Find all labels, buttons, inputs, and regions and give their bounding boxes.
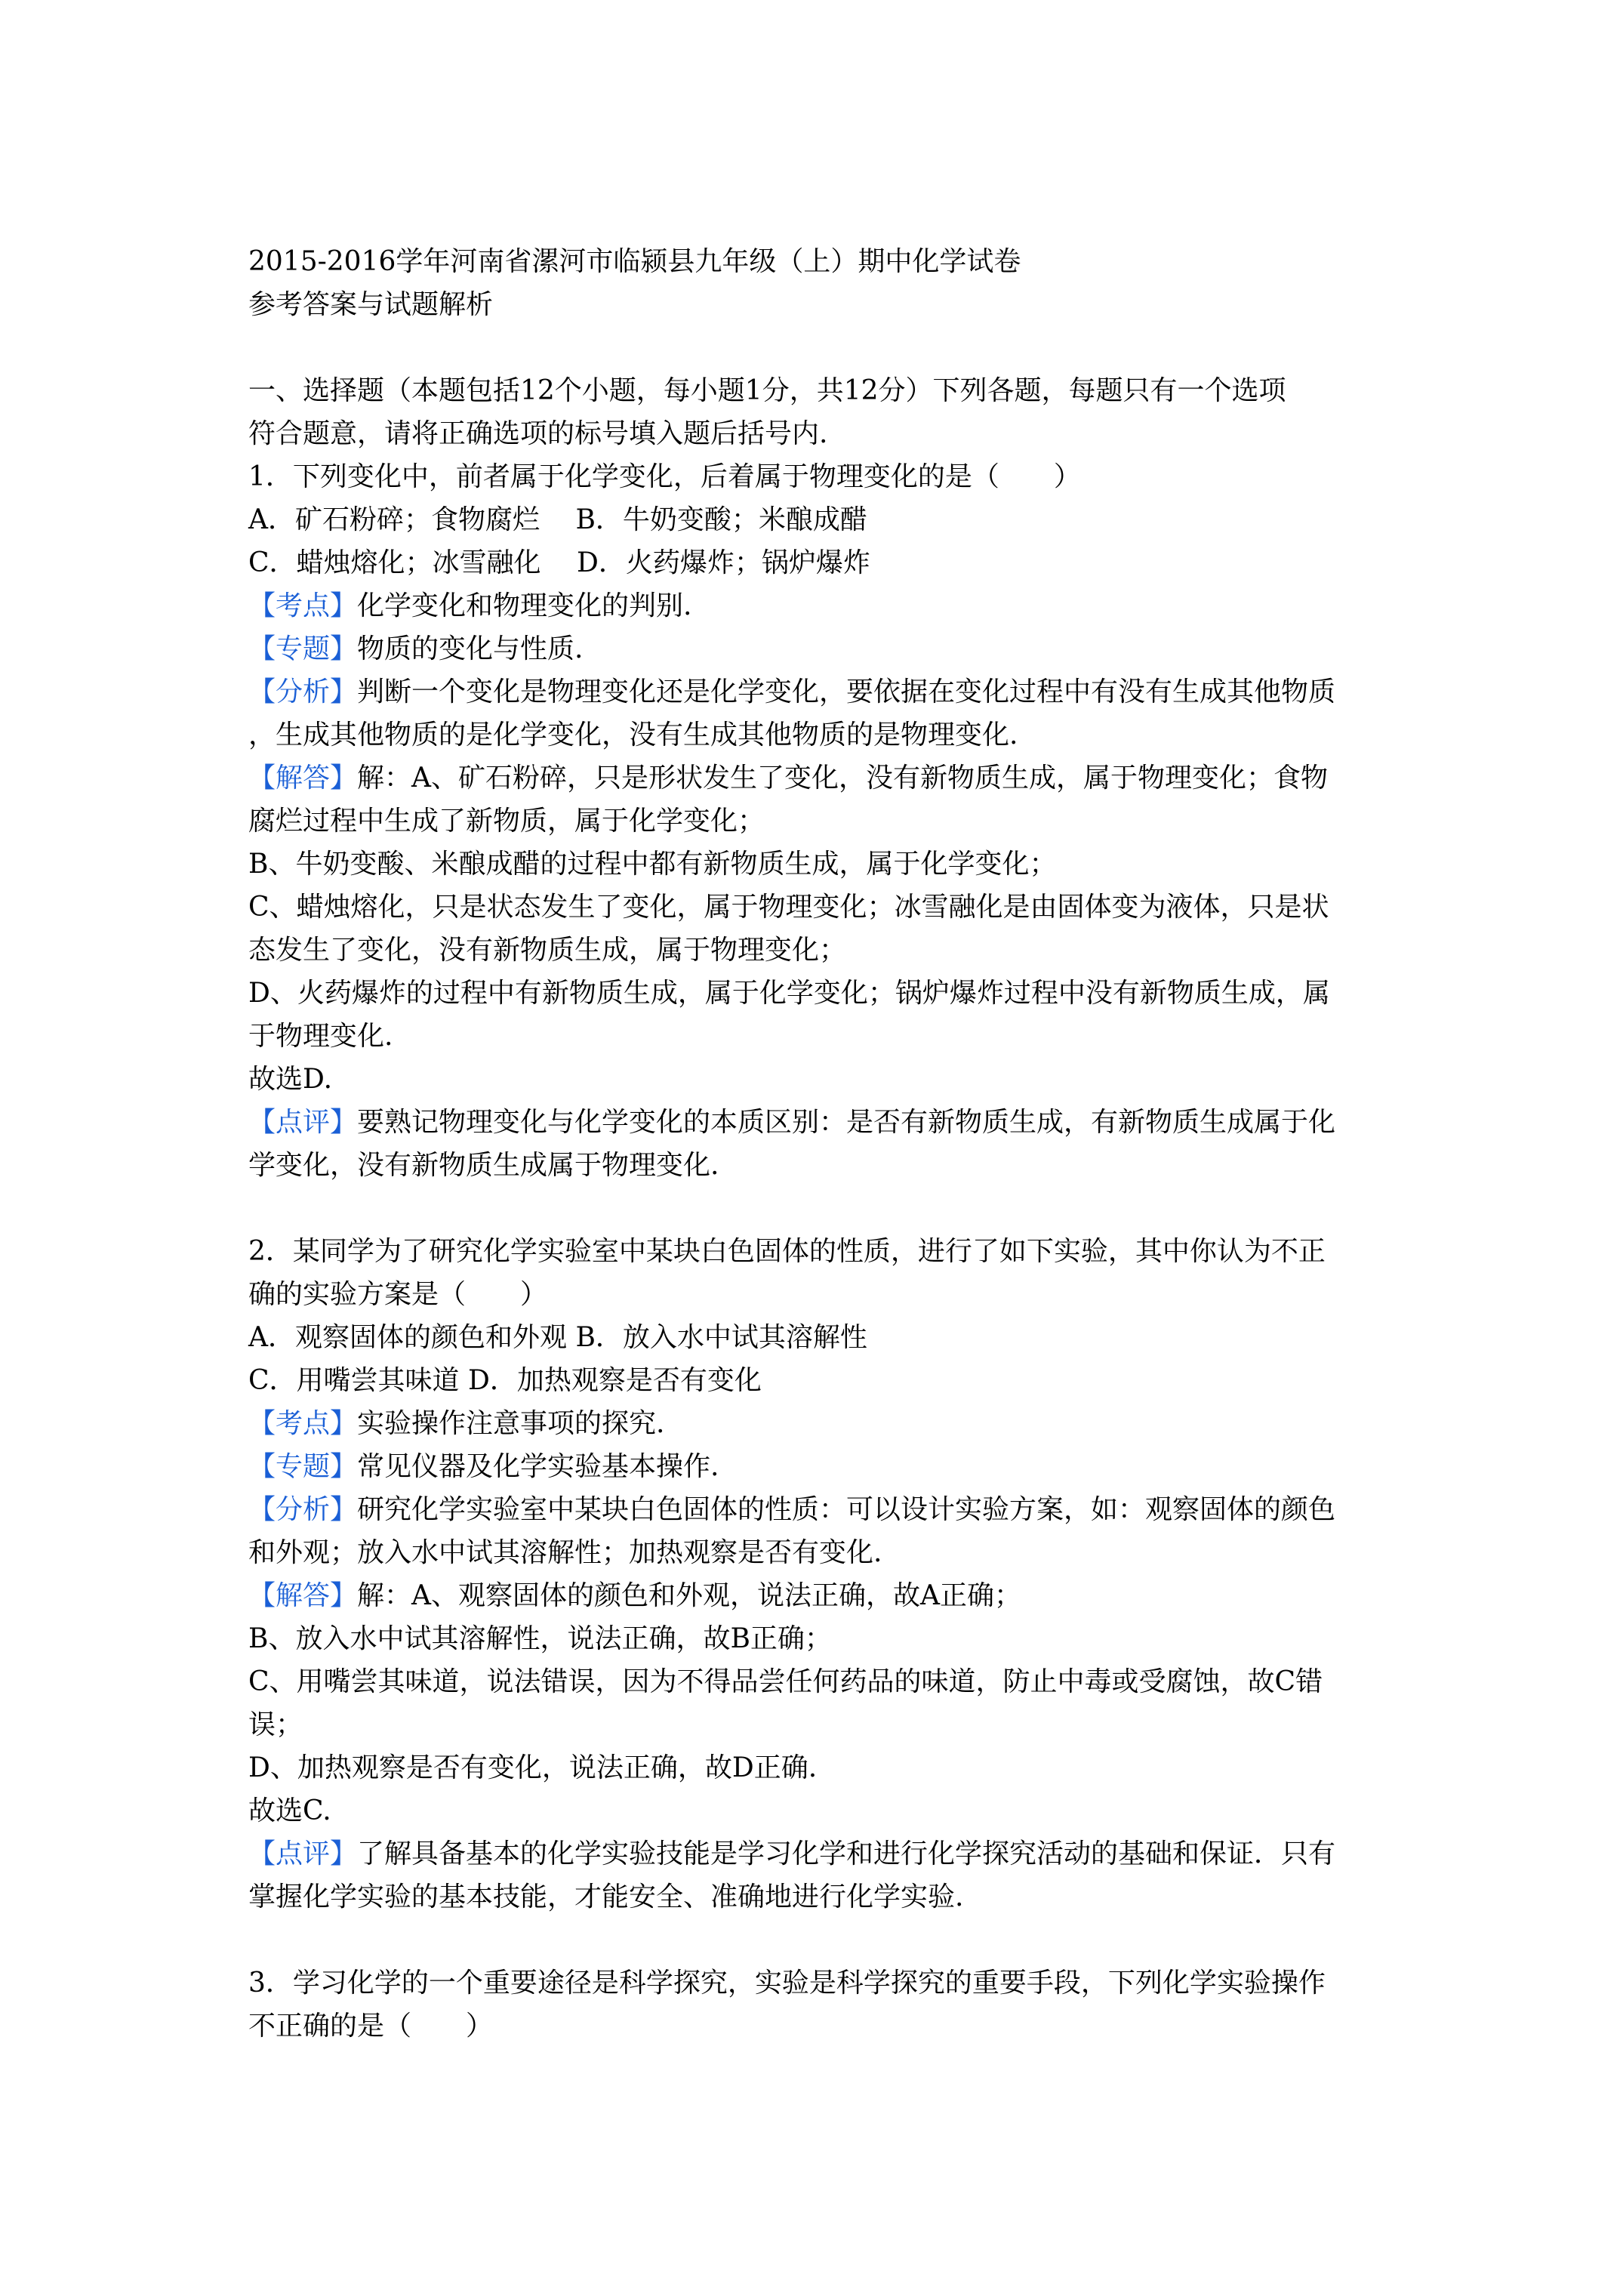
jieda-text-line: 故选D.: [248, 1064, 333, 1095]
option-line: A．观察固体的颜色和外观 B．放入水中试其溶解性: [248, 1322, 867, 1353]
dianping-row: [248, 1101, 1396, 1144]
fenxi-row: [248, 670, 1396, 713]
kaodian-text: 化学变化和物理变化的判别.: [357, 590, 692, 621]
jieda-text-line: 误；: [248, 1709, 303, 1740]
document-title: 2015-2016学年河南省漯河市临颍县九年级（上）期中化学试卷: [248, 246, 1021, 277]
dianping-text-line: 学变化，没有新物质生成属于物理变化.: [248, 1150, 719, 1181]
zhuanti-tag: 【专题】: [248, 633, 358, 664]
jieda-text-line: 于物理变化.: [248, 1021, 393, 1052]
jieda-tag: 【解答】: [248, 1580, 358, 1611]
jieda-text-line: B、放入水中试其溶解性，说法正确，故B正确；: [248, 1623, 832, 1654]
question-3: [248, 1962, 1396, 2048]
dianping-text: 要熟记物理变化与化学变化的本质区别：是否有新物质生成，有新物质生成属于化: [357, 1107, 1336, 1138]
jieda-text-line: B、牛奶变酸、米酿成醋的过程中都有新物质生成，属于化学变化；: [248, 849, 1057, 880]
jieda-text-line: 腐烂过程中生成了新物质，属于化学变化；: [248, 806, 765, 837]
option-line: C．蜡烛熔化；冰雪融化 D．火药爆炸；锅炉爆炸: [248, 547, 870, 578]
section-heading-line: 符合题意，请将正确选项的标号填入题后括号内.: [248, 418, 828, 449]
spacer: [248, 326, 1396, 369]
dianping-tag: 【点评】: [248, 1107, 358, 1138]
document-content: [248, 240, 1396, 2048]
kaodian-row: [248, 584, 1396, 627]
question-stem-line: 2．某同学为了研究化学实验室中某块白色固体的性质，进行了如下实验，其中你认为不正: [248, 1236, 1326, 1267]
zhuanti-row: [248, 1445, 1396, 1488]
dianping-row: [248, 1832, 1396, 1875]
section-heading-line: 一、选择题（本题包括12个小题，每小题1分，共12分）下列各题，每题只有一个选项: [248, 375, 1286, 406]
jieda-tag: 【解答】: [248, 763, 358, 794]
question-1: [248, 455, 1396, 1187]
fenxi-text-line: ，生成其他物质的是化学变化，没有生成其他物质的是物理变化.: [248, 720, 1018, 750]
jieda-row: [248, 1574, 1396, 1617]
jieda-text-line: 故选C.: [248, 1795, 331, 1826]
question-stem-line: 1．下列变化中，前者属于化学变化，后着属于物理变化的是（ ）: [248, 461, 1081, 492]
jieda-text-line: D、火药爆炸的过程中有新物质生成，属于化学变化；锅炉爆炸过程中没有新物质生成，属: [248, 978, 1330, 1009]
kaodian-row: [248, 1402, 1396, 1445]
jieda-row: [248, 757, 1396, 800]
zhuanti-text: 物质的变化与性质.: [357, 633, 584, 664]
option-line: C．用嘴尝其味道 D．加热观察是否有变化: [248, 1365, 762, 1396]
fenxi-text: 判断一个变化是物理变化还是化学变化，要依据在变化过程中有没有生成其他物质: [357, 676, 1336, 707]
zhuanti-row: [248, 627, 1396, 670]
kaodian-text: 实验操作注意事项的探究.: [357, 1408, 665, 1439]
dianping-tag: 【点评】: [248, 1838, 358, 1869]
jieda-text-line: C、用嘴尝其味道，说法错误，因为不得品尝任何药品的味道，防止中毒或受腐蚀，故C错: [248, 1666, 1323, 1697]
jieda-text: 解：A、观察固体的颜色和外观，说法正确，故A正确；: [357, 1580, 1022, 1611]
fenxi-text-line: 和外观；放入水中试其溶解性；加热观察是否有变化.: [248, 1537, 882, 1568]
question-stem-line: 3．学习化学的一个重要途径是科学探究，实验是科学探究的重要手段，下列化学实验操作: [248, 1968, 1326, 1999]
kaodian-tag: 【考点】: [248, 1408, 358, 1439]
zhuanti-text: 常见仪器及化学实验基本操作.: [357, 1451, 719, 1482]
dianping-text: 了解具备基本的化学实验技能是学习化学和进行化学探究活动的基础和保证．只有: [357, 1838, 1336, 1869]
jieda-text-line: D、加热观察是否有变化，说法正确，故D正确.: [248, 1752, 818, 1783]
fenxi-text: 研究化学实验室中某块白色固体的性质：可以设计实验方案，如：观察固体的颜色: [357, 1494, 1336, 1525]
spacer: [248, 1918, 1396, 1962]
question-stem-line: 确的实验方案是（ ）: [248, 1279, 548, 1310]
fenxi-tag: 【分析】: [248, 676, 358, 707]
jieda-text: 解：A、矿石粉碎，只是形状发生了变化，没有新物质生成，属于物理变化；食物: [357, 763, 1329, 794]
document-subtitle: 参考答案与试题解析: [248, 289, 494, 320]
spacer: [248, 1187, 1396, 1230]
jieda-text-line: C、蜡烛熔化，只是状态发生了变化，属于物理变化；冰雪融化是由固体变为液体，只是状: [248, 892, 1329, 923]
option-line: A．矿石粉碎；食物腐烂 B．牛奶变酸；米酿成醋: [248, 504, 867, 535]
kaodian-tag: 【考点】: [248, 590, 358, 621]
fenxi-tag: 【分析】: [248, 1494, 358, 1525]
zhuanti-tag: 【专题】: [248, 1451, 358, 1482]
fenxi-row: [248, 1488, 1396, 1531]
jieda-text-line: 态发生了变化，没有新物质生成，属于物理变化；: [248, 935, 847, 966]
question-2: [248, 1230, 1396, 1918]
question-stem-line: 不正确的是（ ）: [248, 2011, 494, 2042]
dianping-text-line: 掌握化学实验的基本技能，才能安全、准确地进行化学实验.: [248, 1881, 964, 1912]
